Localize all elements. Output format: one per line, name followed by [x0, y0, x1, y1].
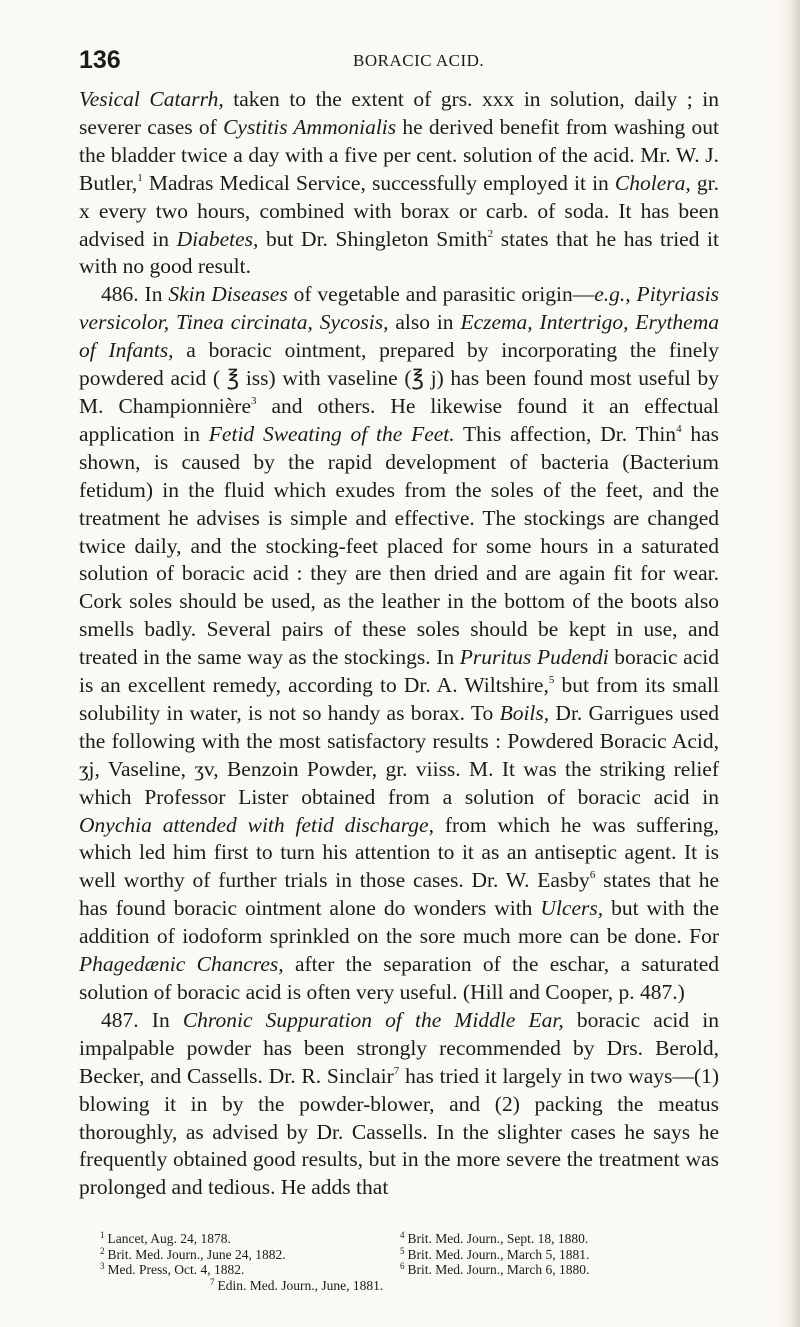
page-number: 136	[79, 46, 121, 74]
footnote-ref-7: 7	[393, 1064, 400, 1077]
page-header	[79, 46, 719, 82]
term-cystitis: Cystitis Ammonialis	[223, 114, 397, 139]
term-chancres: Phagedænic Chancres,	[79, 952, 284, 977]
footnote-5: $^5$ Brit. Med. Journ., March 5, 1881.	[400, 1245, 590, 1262]
footnotes	[100, 1231, 730, 1293]
footnote-ref-6: 6	[589, 869, 596, 882]
term-middle-ear: Chronic Suppuration of the Middle Ear,	[182, 1007, 564, 1032]
footnote-row	[100, 1262, 730, 1278]
footnote-ref-1: 1	[137, 171, 143, 184]
footnote-7: $^7$ Edin. Med. Journ., June, 1881.	[210, 1276, 384, 1293]
body-text	[79, 86, 719, 1202]
term-skin-diseases: Skin Diseases	[168, 282, 288, 307]
page-edge-shadow	[778, 0, 800, 1327]
term-diabetes: Diabetes,	[176, 226, 259, 251]
footnote-4: $^4$ Brit. Med. Journ., Sept. 18, 1880.	[400, 1230, 589, 1246]
term-vesical-catarrh: Vesical Catarrh,	[79, 87, 224, 111]
footnote-3: $^3$ Med. Press, Oct. 4, 1882.	[100, 1261, 245, 1277]
term-ulcers: Ulcers,	[540, 896, 604, 921]
footnote-1: $^1$ Lancet, Aug. 24, 1878.	[100, 1230, 231, 1246]
term-boils: Boils,	[499, 700, 550, 725]
term-onychia: Onychia attended with fetid discharge,	[79, 812, 434, 837]
paragraph-486: 486. In Skin Diseases of vegetable and parasitic origin—e.g., Pityriasis versicolor, Tinea circinata, Sycosis, also in Eczema, Intertrigo, Erythema of Infants, a boracic ointment, prepared by incorporating the finely powdered acid ( ℥ iss) with vaseline (℥ j) has been found most useful by M. Championnière$^3$ and others. He likewise found it an effectual application in Fetid Sweating of the Feet. This affection, Dr. Thin$^4$ has shown, is caused by the rapid development of bacteria (Bacterium fetidum) in the fluid which exudes from the soles of the feet, and the treatment he advises is simple and effective. The stockings are changed twice daily, and the stocking-feet placed for some hours in a saturated solution of boracic acid : they are then dried and are again fit for wear. Cork soles should be used, as the leather in the bottom of the boots also smells badly. Several pairs of these soles should be kept in use, and treated in the same way as the stockings. In Pruritus Pudendi boracic acid is an excellent remedy, according to Dr. A. Wiltshire,$^5$ but from its small solubility in water, is not so handy as borax. To Boils, Dr. Garrigues used the following with the most satisfactory results : Powdered Boracic Acid, ʒj, Vaseline, ʒv, Benzoin Powder, gr. viiss. M. It was the striking relief which Professor Lister obtained from a solution of boracic acid in Onychia attended with fetid discharge, from which he was suffering, which led him first to turn his attention to it as an antiseptic agent. It is well worthy of further trials in those cases. Dr. W. Easby$^6$ states that he has found boracic ointment alone do wonders with Ulcers, but with the addition of iodoform sprinkled on the sore much more can be done. For Phagedænic Chancres, after the separation of the eschar, a saturated solution of boracic acid is often very useful. (Hill and Cooper, p. 487.)	[79, 282, 720, 1004]
footnote-2: $^2$ Brit. Med. Journ., June 24, 1882.	[100, 1245, 286, 1262]
footnote-ref-2: 2	[487, 227, 494, 240]
paragraph-catarrh: Vesical Catarrh, taken to the extent of grs. xxx in solution, daily ; in severer cases of Cystitis Ammonialis he derived benefit from washing out the bladder twice a day with a five per cent. solution of the acid. Mr. W. J. Butler,$^1$ Madras Medical Service, successfully employed it in Cholera, gr. x every two hours, combined with borax or carb. of soda. It has been advised in Diabetes, but Dr. Shingleton Smith$^2$ states that he has tried it with no good result.	[79, 87, 719, 279]
term-cholera: Cholera,	[614, 170, 691, 195]
footnote-6: $^6$ Brit. Med. Journ., March 6, 1880.	[400, 1261, 590, 1277]
paragraph-487: 487. In Chronic Suppuration of the Middle Ear, boracic acid in impalpable powder has been strongly recommended by Drs. Berold, Becker, and Cassells. Dr. R. Sinclair$^7$ has tried it largely in two ways—(1) blowing it in by the powder-blower, and (2) packing the meatus thoroughly, as advised by Dr. Cassells. In the slighter cases he says he frequently obtained good results, but in the more severe the treatment was prolonged and tedious. He adds that	[79, 1007, 719, 1200]
running-title: BORACIC ACID.	[353, 51, 485, 70]
footnote-ref-4: 4	[676, 422, 682, 435]
footnote-ref-3: 3	[251, 394, 257, 407]
term-pruritus: Pruritus Pudendi	[459, 645, 609, 670]
footnote-row	[100, 1231, 730, 1247]
footnote-ref-5: 5	[548, 674, 555, 687]
term-fetid-sweating: Fetid Sweating of the Feet.	[208, 421, 455, 446]
footnote-row	[100, 1247, 730, 1263]
